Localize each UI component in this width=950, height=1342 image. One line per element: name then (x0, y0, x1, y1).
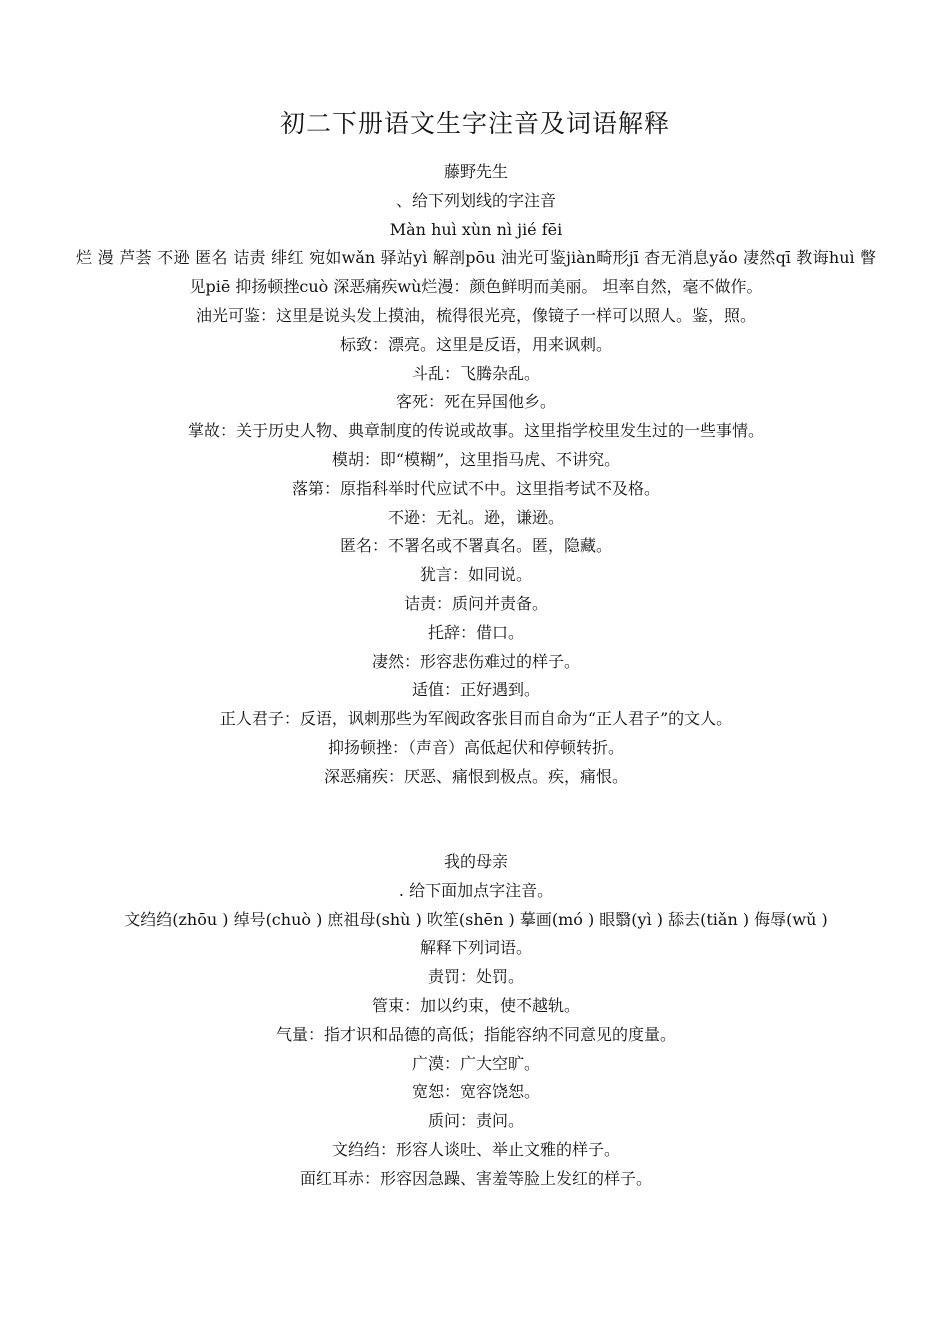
definition-line: 质问：责问。 (427, 1111, 524, 1131)
definition-line: 诘责：质问并责备。 (403, 593, 548, 613)
section-heading: 我的母亲 (443, 852, 508, 871)
definition-line: 深恶痛疾：厌恶、痛恨到极点。疾，痛恨。 (323, 766, 628, 786)
definition-line: 宽恕：宽容饶恕。 (411, 1082, 540, 1102)
definition-line: 管束：加以约束，使不越轨。 (371, 995, 580, 1015)
definition-line: 不逊：无礼。逊，谦逊。 (387, 507, 564, 527)
definition-line: 标致：漂亮。这里是反语，用来讽刺。 (339, 334, 612, 354)
pinyin-line: Màn huì xùn nì jié fēi (389, 219, 563, 239)
definition-line: 落第：原指科举时代应试不中。这里指考试不及格。 (291, 478, 660, 498)
definition-line: 气量：指才识和品德的高低；指能容纳不同意见的度量。 (275, 1024, 676, 1044)
definition-line: 责罚：处罚。 (427, 967, 524, 987)
definition-line: 适值：正好遇到。 (411, 680, 540, 700)
document-title: 初二下册语文生字注音及词语解释 (279, 109, 670, 138)
definition-line: 凄然：形容悲伤难过的样子。 (371, 651, 580, 671)
section-heading: 藤野先生 (443, 162, 508, 181)
definition-line: 匿名：不署名或不署真名。匿，隐藏。 (339, 536, 612, 556)
definition-line: 模胡：即“模糊”，这里指马虎、不讲究。 (331, 449, 621, 469)
definition-line: 客死：死在异国他乡。 (395, 392, 556, 412)
definition-line: 掌故：关于历史人物、典章制度的传说或故事。这里指学校里发生过的一些事情。 (187, 421, 764, 441)
definition-line: 抑扬顿挫：（声音）高低起伏和停顿转折。 (327, 737, 624, 757)
definition-line: 正人君子：反语，讽刺那些为军阀政客张目而自命为“正人君子”的文人。 (219, 709, 733, 729)
definition-line: 油光可鉴：这里是说头发上摸油，梳得很光亮，像镜子一样可以照人。鉴，照。 (195, 305, 756, 325)
definition-line: 面红耳赤：形容因急躁、害羞等脸上发红的样子。 (299, 1168, 652, 1188)
definition-line: 文绉绉：形容人谈吐、举止文雅的样子。 (331, 1139, 620, 1159)
definition-line: 斗乱：飞腾杂乱。 (411, 363, 540, 383)
section-task: . 给下面加点字注音。 (398, 880, 554, 900)
section-tengye (76, 158, 876, 792)
word-list: 烂 漫 芦荟 不逊 匿名 诘责 绯红 宛如wǎn 驿站yì 解剖pōu 油光可鉴jiàn畸形jī 杳无消息yǎo 凄然qī 教诲huì 瞥见piē 抑扬顿挫cuò 深恶痛疾wù烂漫：颜色鲜明而美丽。 坦率自然，毫不做作。 (76, 248, 876, 297)
pinyin-words: 文绉绉(zhōu ) 绰号(chuò ) 庶祖母(shù ) 吹笙(shēn ) 摹画(mó ) 眼翳(yì ) 舔去(tiǎn ) 侮辱(wǔ ) (124, 909, 828, 929)
section-wodemuqin (76, 848, 876, 1194)
section-task-2: 解释下列词语。 (419, 938, 532, 958)
definition-line: 托辞：借口。 (427, 622, 524, 642)
section-task: 、给下列划线的字注音 (395, 190, 556, 210)
definition-line: 犹言：如同说。 (419, 565, 532, 585)
definition-line: 广漠：广大空旷。 (411, 1053, 540, 1073)
